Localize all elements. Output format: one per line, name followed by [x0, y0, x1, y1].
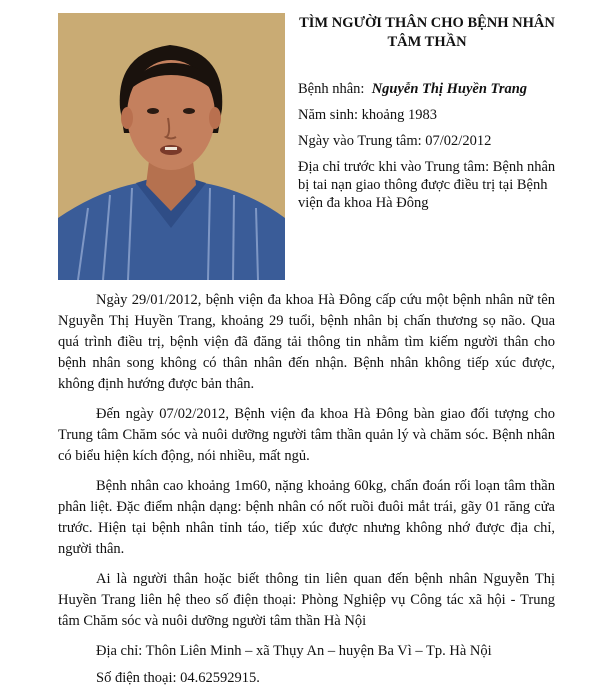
patient-photo	[58, 13, 285, 280]
paragraph: Đến ngày 07/02/2012, Bệnh viện đa khoa Hà Đông bàn giao đối tượng cho Trung tâm Chăm sóc và nuôi dưỡng người tâm thần quản lý và chăm sóc. Bệnh nhân có biểu hiện kích động, nói nhiều, mất ngủ.	[58, 406, 555, 464]
patient-info	[298, 80, 558, 220]
paragraph: Ai là người thân hoặc biết thông tin liên quan đến bệnh nhân Nguyễn Thị Huyền Trang liên hệ theo số điện thoại: Phòng Nghiệp vụ Công tác xã hội - Trung tâm Chăm sóc và nuôi dưỡng người tâm thần Hà Nội	[58, 571, 555, 629]
paragraph: Ngày 29/01/2012, bệnh viện đa khoa Hà Đông cấp cứu một bệnh nhân nữ tên Nguyễn Thị Huyền Trang, khoảng 29 tuổi, bệnh nhân bị chấn thương sọ não. Qua quá trình điều trị, bệnh viện đã đăng tải thông tin nhằm tìm kiếm người thân cho bệnh nhân song không có thân nhân đến nhận. Bệnh nhân không tiếp xúc được, không định hướng được bản thân.	[58, 292, 555, 392]
patient-name-label: Bệnh nhân:	[298, 81, 365, 97]
patient-portrait-icon	[58, 13, 285, 280]
admission-date: Ngày vào Trung tâm: 07/02/2012	[298, 133, 492, 149]
birth-year: Năm sinh: khoảng 1983	[298, 107, 437, 123]
article-body	[58, 290, 555, 695]
contact-address: Địa chỉ: Thôn Liên Minh – xã Thụy An – huyện Ba Vì – Tp. Hà Nội	[96, 643, 492, 659]
paragraph: Bệnh nhân cao khoảng 1m60, nặng khoảng 60kg, chẩn đoán rối loạn tâm thần phân liệt. Đặc điểm nhận dạng: bệnh nhân có nốt ruồi đuôi mắt trái, gãy 01 răng cửa trước. Hiện tại bệnh nhân tỉnh táo, tiếp xúc được nhưng không nhớ được địa chỉ, người thân.	[58, 478, 555, 557]
patient-name-line	[298, 80, 558, 98]
patient-name: Nguyễn Thị Huyền Trang	[371, 81, 528, 97]
contact-phone: Số điện thoại: 04.62592915.	[96, 670, 260, 686]
page-title: TÌM NGƯỜI THÂN CHO BỆNH NHÂN TÂM THẦN	[299, 15, 555, 50]
prior-address: Địa chỉ trước khi vào Trung tâm: Bệnh nhân bị tai nạn giao thông được điều trị tại Bệnh viện đa khoa Hà Đông	[298, 159, 556, 211]
